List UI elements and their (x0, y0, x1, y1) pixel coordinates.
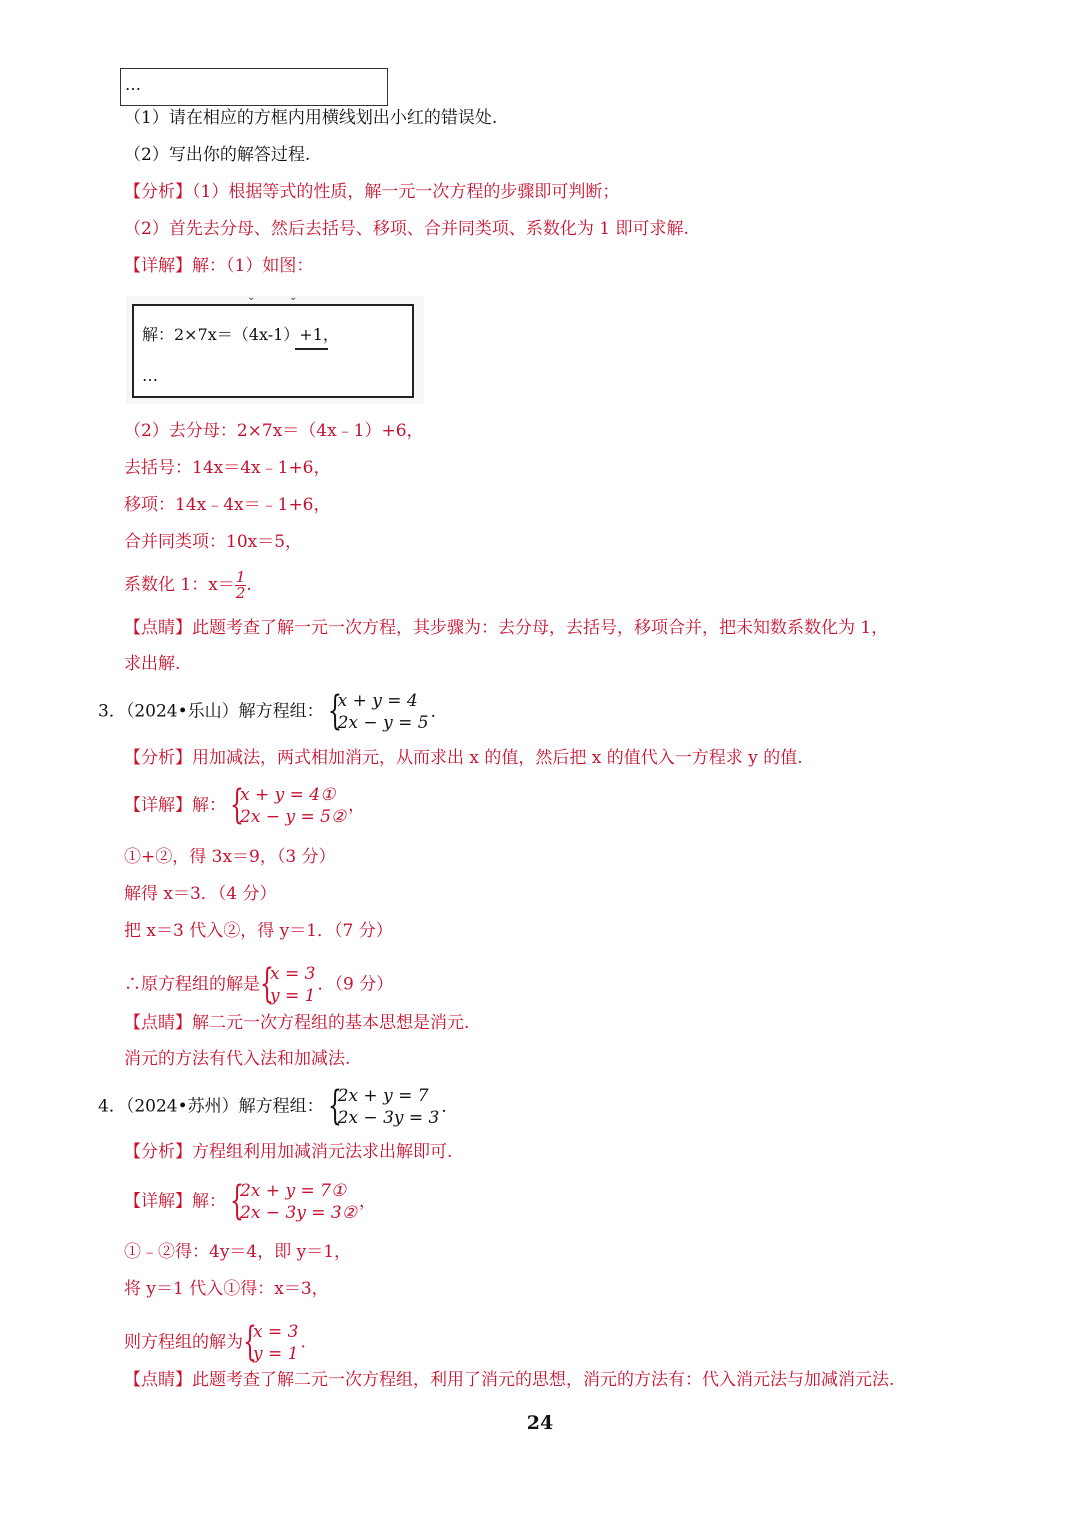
fraction-numerator: 1 (235, 568, 246, 586)
step-transpose: 移项：14x﹣4x＝﹣1+6， (124, 495, 331, 515)
equation-2: 2x − 3y = 3② (240, 1203, 357, 1223)
question-3-prefix: 3．（2024•乐山）解方程组： (98, 701, 324, 722)
analysis-line (124, 181, 619, 203)
solution-x: x = 3 (270, 964, 316, 984)
figure-equation: 解：2×7x＝（4x-1）+1， (142, 325, 339, 344)
detail-suffix: ， (358, 1191, 376, 1212)
coefficient-suffix: . (246, 575, 252, 595)
solution-suffix: . (300, 1332, 306, 1353)
solution-system (260, 963, 315, 1007)
q3-solution (124, 963, 393, 1007)
analysis-text: 方程组利用加减消元法求出解即可. (192, 1142, 453, 1162)
analysis-text: （1）根据等式的性质，解一元一次方程的步骤即可判断； (192, 182, 620, 202)
analysis-text: 用加减法，两式相加消元，从而求出 x 的值，然后把 x 的值代入一方程求 y 的值. (192, 748, 803, 768)
q3-analysis (124, 747, 803, 769)
answer-box-text: … (125, 75, 141, 94)
q3-note-2: 消元的方法有代入法和加减法. (124, 1049, 351, 1069)
solution-prefix: ∴原方程组的解是 (124, 974, 260, 995)
q4-analysis (124, 1141, 452, 1163)
equation-2: 2x − y = 5 (337, 713, 429, 733)
q4-step-1: ①﹣②得：4y＝4，即 y＝1， (124, 1242, 352, 1262)
note-tag: 【点睛】 (124, 618, 192, 638)
equation-1: x + y = 4① (240, 785, 336, 805)
q3-step-1: ①+②，得 3x＝9，（3 分） (124, 847, 336, 867)
note-line-2: 求出解. (124, 654, 181, 674)
detail-suffix: ， (348, 795, 366, 816)
question-part-2: （2）写出你的解答过程. (124, 145, 311, 165)
detail-tag: 【详解】 (124, 795, 192, 816)
question-part-1: （1）请在相应的方框内用横线划出小红的错误处. (124, 108, 498, 128)
q3-step-3: 把 x＝3 代入②，得 y＝1．（7 分） (124, 921, 393, 941)
note-text: 此题考查了解一元一次方程，其步骤为：去分母，去括号，移项合并，把未知数系数化为 1， (192, 618, 889, 638)
figure-ellipsis: … (142, 366, 158, 385)
q4-step-2: 将 y＝1 代入①得：x＝3， (124, 1279, 329, 1299)
solution-y: y = 1 (270, 986, 316, 1006)
solution-prefix: 则方程组的解为 (124, 1332, 243, 1353)
note-text: 此题考查了解二元一次方程组，利用了消元的思想，消元的方法有：代入消元法与加减消元法. (192, 1370, 895, 1390)
equation-2: 2x − 3y = 3 (337, 1108, 440, 1128)
q4-solution (124, 1321, 306, 1365)
analysis-line-2: （2）首先去分母、然后去括号、移项、合并同类项、系数化为 1 即可求解. (124, 219, 689, 239)
analysis-tag: 【分析】 (124, 182, 192, 202)
step-remove-brackets: 去括号：14x＝4x﹣1+6， (124, 458, 331, 478)
equation-system (230, 784, 346, 828)
note-tag: 【点睛】 (124, 1370, 192, 1390)
q4-detail (124, 1180, 376, 1224)
error-underline (295, 348, 328, 350)
brace-icon: { (230, 1178, 244, 1224)
solution-y: y = 1 (253, 1344, 299, 1364)
solution-system (243, 1321, 298, 1365)
question-3: 3．（2024•乐山）解方程组： { x + y = 4 2x − y = 5 . (98, 688, 436, 734)
tick-mark-icon: ⌄ (289, 292, 298, 303)
solution-x: x = 3 (253, 1322, 299, 1342)
analysis-tag: 【分析】 (124, 748, 192, 768)
note-line (124, 617, 888, 639)
question-4-prefix: 4．（2024•苏州）解方程组： (98, 1096, 324, 1117)
detail-line (124, 255, 313, 277)
note-tag: 【点睛】 (124, 1013, 192, 1033)
detail-tag: 【详解】 (124, 1191, 192, 1212)
equation-system (328, 1085, 440, 1129)
q3-note (124, 1012, 469, 1034)
equation-2: 2x − y = 5② (240, 807, 347, 827)
detail-text: 解：（1）如图： (192, 256, 314, 276)
equation-1: x + y = 4 (337, 691, 418, 711)
brace-icon: { (327, 1083, 342, 1129)
equation-1: 2x + y = 7① (240, 1181, 347, 1201)
step-combine: 合并同类项：10x＝5， (124, 532, 303, 552)
analysis-tag: 【分析】 (124, 1142, 192, 1162)
figure-frame (132, 304, 414, 398)
step-remove-denominator: （2）去分母：2×7x＝（4x﹣1）+6， (124, 421, 424, 441)
brace-icon: { (243, 1319, 257, 1365)
q4-note (124, 1369, 894, 1391)
brace-icon: { (260, 961, 274, 1007)
question-4: 4．（2024•苏州）解方程组： { 2x + y = 7 2x − 3y = 3 . (98, 1083, 447, 1129)
solution-suffix: ．（9 分） (317, 974, 394, 995)
answer-box (120, 68, 388, 106)
note-text: 解二元一次方程组的基本思想是消元. (192, 1013, 470, 1033)
q3-step-2: 解得 x＝3．（4 分） (124, 884, 277, 904)
correction-figure (126, 292, 424, 404)
page-number: 24 (526, 1412, 554, 1434)
equation-system (328, 690, 429, 734)
tick-mark-icon: ⌄ (247, 292, 256, 303)
equation-1: 2x + y = 7 (337, 1086, 429, 1106)
fraction-denominator: 2 (235, 584, 246, 602)
detail-tag: 【详解】 (124, 256, 192, 276)
step-coefficient (124, 570, 252, 601)
detail-prefix: 解： (192, 795, 226, 816)
detail-prefix: 解： (192, 1191, 226, 1212)
coefficient-prefix: 系数化 1：x＝ (124, 575, 235, 595)
equation-system (230, 1180, 357, 1224)
fraction (235, 570, 247, 601)
brace-icon: { (327, 688, 342, 734)
brace-icon: { (230, 782, 244, 828)
q3-detail (124, 784, 365, 828)
